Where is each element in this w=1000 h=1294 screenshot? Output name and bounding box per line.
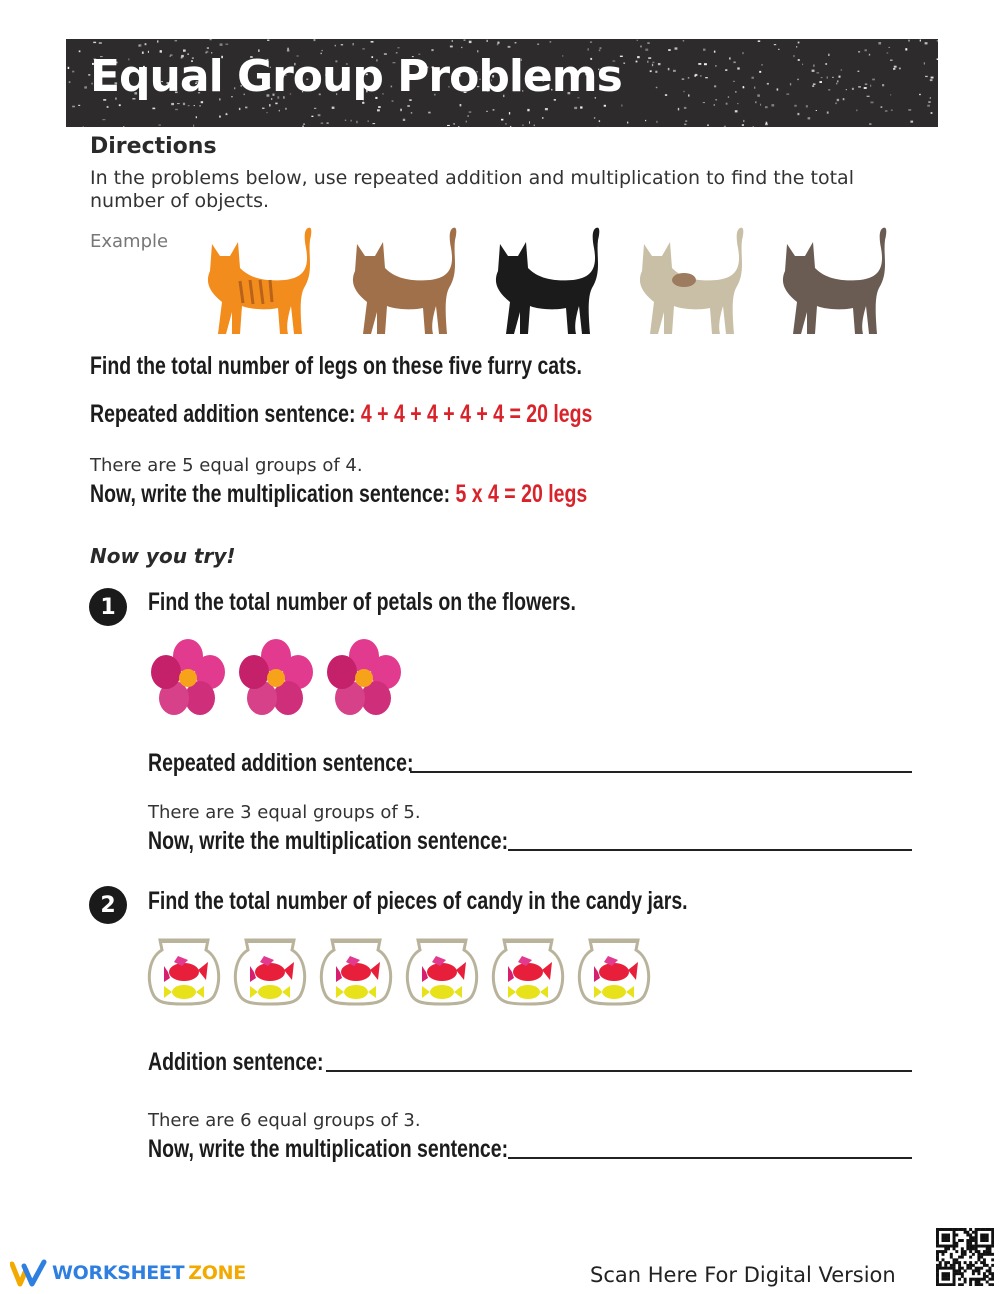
problem-number-badge: 2 — [89, 886, 127, 924]
logo-text-zone: ZONE — [188, 1262, 246, 1284]
cat-icon — [353, 228, 456, 334]
problem-2-addition-label: Addition sentence: — [148, 1048, 324, 1076]
logo-text-worksheet: WORKSHEET — [52, 1262, 185, 1284]
cat-icon — [208, 228, 311, 334]
example-mult-label: Now, write the multiplication sentence: — [90, 480, 451, 508]
directions-heading: Directions — [90, 134, 217, 159]
cat-icon — [640, 228, 743, 334]
problem-1-addition-answer-line[interactable] — [410, 771, 912, 773]
problem-1-groups-text: There are 3 equal groups of 5. — [148, 802, 421, 823]
example-question: Find the total number of legs on these five furry cats. — [90, 352, 582, 380]
cats-row — [190, 226, 900, 341]
problem-2-mult-answer-line[interactable] — [508, 1157, 912, 1159]
candy-jar-icon — [149, 940, 218, 1004]
candy-jar-icon — [493, 940, 562, 1004]
title-banner — [66, 39, 938, 127]
problem-2-groups-text: There are 6 equal groups of 3. — [148, 1110, 421, 1131]
candy-jar-icon — [407, 940, 476, 1004]
problem-number-badge: 1 — [89, 588, 127, 626]
candy-jar-icon — [321, 940, 390, 1004]
candy-jars-row — [146, 936, 658, 1008]
cat-icon — [783, 228, 886, 334]
page-title: Equal Group Problems — [90, 51, 622, 102]
problem-2-addition-answer-line[interactable] — [326, 1070, 912, 1072]
flower-icon — [239, 639, 313, 715]
problem-1-addition-label: Repeated addition sentence: — [148, 749, 414, 777]
scan-label: Scan Here For Digital Version — [590, 1263, 896, 1287]
qr-code-icon[interactable] — [936, 1228, 994, 1286]
example-addition-answer: 4 + 4 + 4 + 4 + 4 = 20 legs — [360, 400, 593, 428]
problem-1-question: Find the total number of petals on the flowers. — [148, 588, 576, 616]
directions-text: In the problems below, use repeated addition and multiplication to find the total number of objects. — [90, 167, 854, 212]
candy-jar-icon — [579, 940, 648, 1004]
example-mult-answer: 5 x 4 = 20 legs — [455, 480, 588, 508]
cat-icon — [496, 228, 599, 334]
example-addition-label: Repeated addition sentence: — [90, 400, 356, 428]
problem-2-mult-label: Now, write the multiplication sentence: — [148, 1135, 509, 1163]
problem-2-question: Find the total number of pieces of candy in the candy jars. — [148, 887, 688, 915]
flower-icon — [327, 639, 401, 715]
worksheet-zone-logo[interactable] — [10, 1258, 246, 1288]
example-groups-text: There are 5 equal groups of 4. — [90, 455, 363, 476]
example-addition-row — [90, 400, 592, 429]
problem-1-mult-answer-line[interactable] — [508, 849, 912, 851]
example-label: Example — [90, 231, 169, 252]
flowers-row — [148, 636, 408, 718]
try-label: Now you try! — [90, 544, 236, 568]
flower-icon — [151, 639, 225, 715]
example-mult-row — [90, 480, 587, 509]
candy-jar-icon — [235, 940, 304, 1004]
logo-icon — [10, 1258, 48, 1288]
problem-1-mult-label: Now, write the multiplication sentence: — [148, 827, 509, 855]
